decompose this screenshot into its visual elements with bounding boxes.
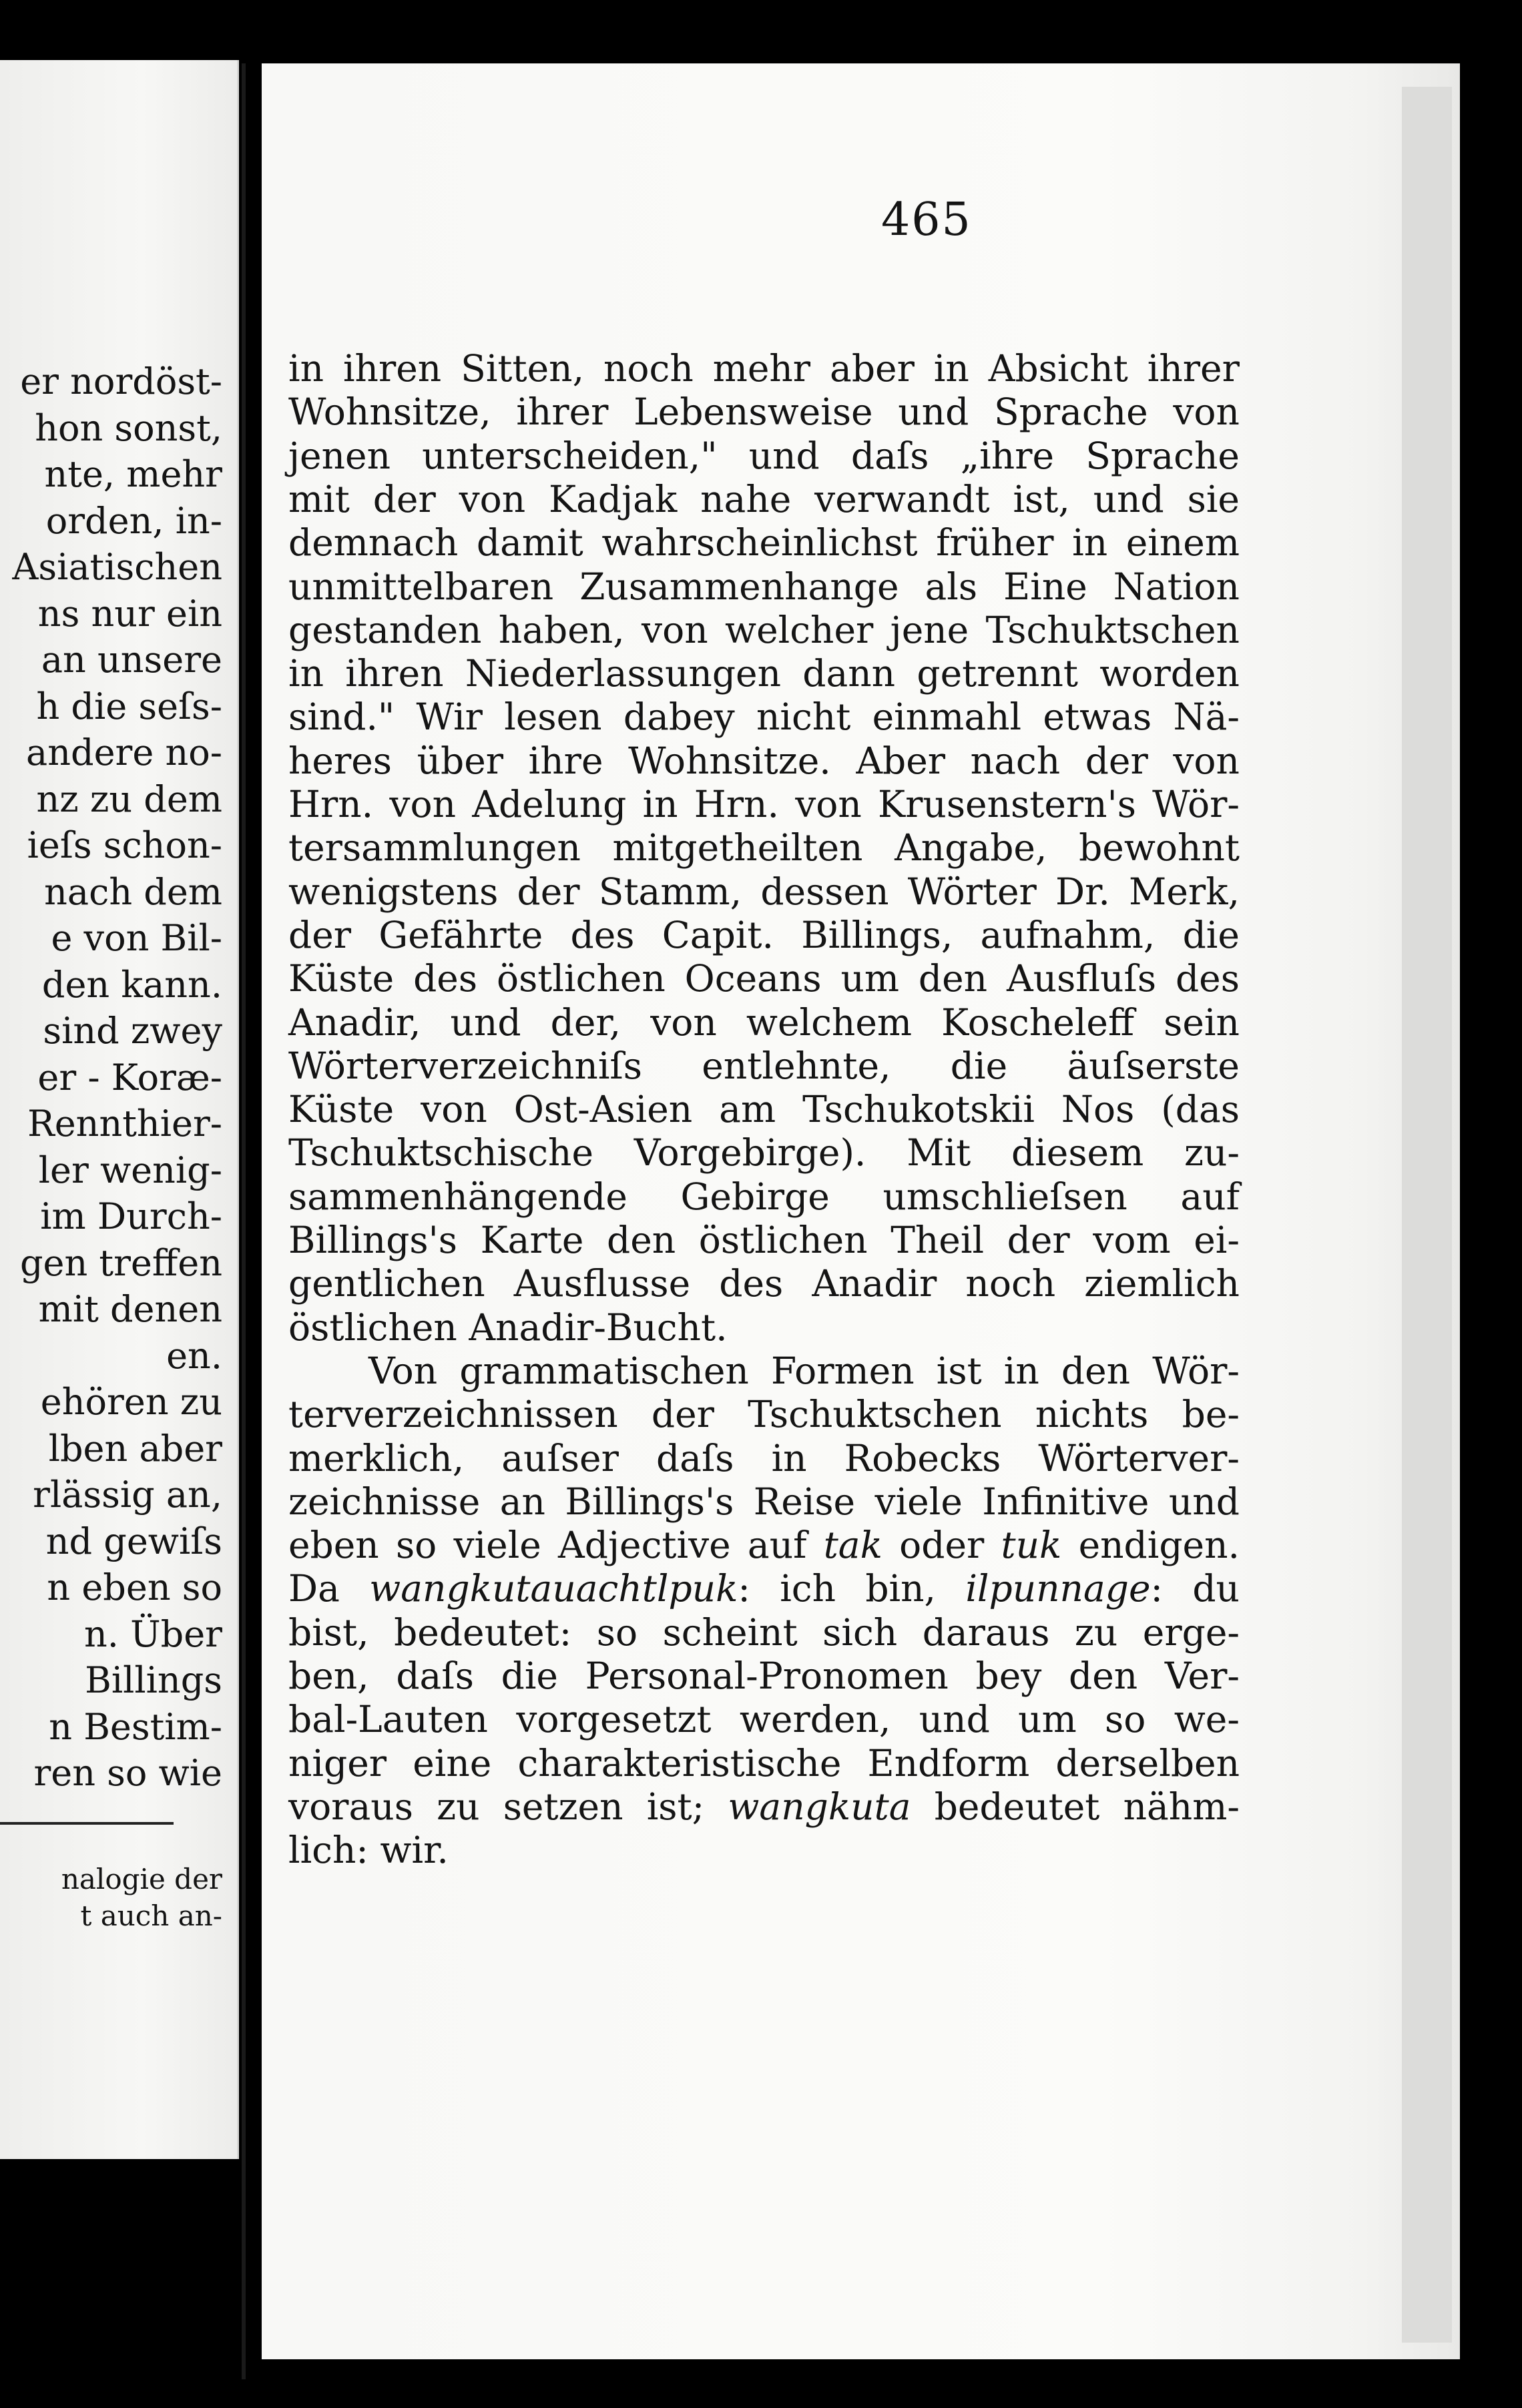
- word: oder: [899, 1524, 985, 1567]
- text-line: [288, 826, 1240, 870]
- word: daſs: [656, 1436, 734, 1480]
- word: Stamm,: [598, 870, 742, 913]
- word: der: [288, 913, 352, 956]
- left-text-line: im Durch-: [40, 1195, 222, 1237]
- word: heres: [288, 739, 393, 782]
- word: Wör-: [1152, 783, 1240, 826]
- text-line: [288, 695, 1240, 739]
- word: Zusammenhange: [579, 565, 899, 608]
- word: ei-: [1194, 1219, 1240, 1261]
- text-line: [288, 1219, 1240, 1261]
- word: Reise: [753, 1480, 856, 1523]
- word: zu: [437, 1785, 480, 1828]
- word: daſs: [850, 434, 929, 477]
- word: Küste: [288, 957, 395, 1000]
- word: Da: [288, 1567, 340, 1610]
- word: des: [570, 913, 635, 956]
- word: Sprache: [1085, 434, 1240, 477]
- word: tersammlungen: [288, 826, 581, 870]
- word: Mit: [907, 1131, 971, 1175]
- word: mit: [288, 477, 350, 521]
- text-line: [288, 652, 1240, 695]
- text-line: [288, 1131, 1240, 1175]
- word: um: [1018, 1698, 1077, 1741]
- word: nichts: [1035, 1393, 1149, 1436]
- word: noch: [603, 347, 694, 390]
- left-text-line: sind zwey: [43, 1010, 222, 1052]
- word: Angabe,: [895, 826, 1047, 870]
- word: des: [1175, 957, 1240, 1000]
- word: worden: [1099, 652, 1240, 695]
- word: setzen: [503, 1785, 623, 1828]
- word: nicht: [756, 695, 851, 739]
- word: sein: [1164, 1000, 1240, 1044]
- right-page: [262, 63, 1460, 2359]
- word: Kadjak: [549, 477, 678, 521]
- word: die: [501, 1654, 558, 1697]
- text-line: [288, 1088, 1240, 1131]
- word: Nä-: [1173, 695, 1240, 739]
- text-line: [288, 1785, 1240, 1828]
- word: sich: [822, 1610, 898, 1654]
- word: Niederlassungen: [465, 652, 781, 695]
- word: wir.: [380, 1829, 449, 1872]
- left-text-line: e von Bil-: [51, 917, 222, 959]
- left-text-line: nte, mehr: [44, 453, 222, 495]
- word: östlichen: [288, 1305, 457, 1349]
- word: früher: [936, 521, 1054, 565]
- word: äuſserste: [1067, 1044, 1240, 1087]
- footnote-rule: [0, 1822, 174, 1825]
- word: Capit.: [662, 913, 774, 956]
- page-edge: [1402, 87, 1452, 2343]
- word: Endform: [867, 1741, 1030, 1785]
- word: erge-: [1142, 1610, 1240, 1654]
- word: als: [925, 565, 978, 608]
- word: an: [499, 1480, 545, 1523]
- word: ben,: [288, 1654, 369, 1697]
- word: Tschuktschen: [748, 1393, 1002, 1436]
- word: dessen: [760, 870, 889, 913]
- word: nahe: [700, 477, 792, 521]
- word: und: [450, 1000, 521, 1044]
- word: lesen: [504, 695, 602, 739]
- text-line: [288, 565, 1240, 608]
- word: von: [642, 608, 708, 651]
- word: viele: [453, 1524, 541, 1567]
- word: Wohnsitze.: [628, 739, 831, 782]
- left-text-line: er nordöst-: [20, 360, 222, 402]
- word: Eine: [1003, 565, 1087, 608]
- word: endigen.: [1078, 1524, 1240, 1567]
- left-text-line: en.: [166, 1334, 222, 1377]
- word: jene: [890, 608, 969, 651]
- word: Lebensweise: [633, 390, 873, 434]
- text-line: [288, 608, 1240, 651]
- text-line: [368, 1349, 1240, 1392]
- text-line: [288, 1436, 1240, 1480]
- word: einem: [1125, 521, 1240, 565]
- text-line: [288, 739, 1240, 782]
- text-line: [288, 1262, 1240, 1305]
- word: bewohnt: [1079, 826, 1240, 870]
- word: und: [1093, 477, 1164, 521]
- word: zu: [1074, 1610, 1118, 1654]
- word: die: [1182, 913, 1240, 956]
- left-text-line: n Bestim-: [49, 1705, 222, 1748]
- text-line: [288, 913, 1240, 956]
- word: Hrn.: [694, 783, 779, 826]
- word: jenen: [288, 434, 391, 477]
- word: tuk: [1001, 1524, 1062, 1567]
- text-line: [288, 1305, 1240, 1349]
- left-text-line: n eben so: [47, 1566, 222, 1608]
- word: wahrscheinlichst: [601, 521, 918, 565]
- word: Wörterver-: [1038, 1436, 1240, 1480]
- word: vom: [1093, 1219, 1171, 1261]
- text-line: [288, 347, 1240, 390]
- word: dann: [802, 652, 896, 695]
- word: haben,: [498, 608, 625, 651]
- word: charakteristische: [517, 1741, 842, 1785]
- text-line: [288, 783, 1240, 826]
- text-line: [288, 870, 1240, 913]
- word: bist,: [288, 1610, 369, 1654]
- word: nähm-: [1123, 1785, 1240, 1828]
- left-text-line: nach dem: [44, 870, 222, 913]
- left-text-line: er - Koræ-: [37, 1056, 222, 1099]
- word: den: [1069, 1654, 1138, 1697]
- word: von: [389, 783, 456, 826]
- word: ist: [936, 1349, 982, 1392]
- word: „ihre: [960, 434, 1055, 477]
- word: östlichen: [698, 1219, 868, 1261]
- word: in: [288, 652, 324, 695]
- word: der: [372, 477, 436, 521]
- word: sie: [1187, 477, 1240, 521]
- text-line: [288, 1175, 1240, 1218]
- word: der: [651, 1393, 714, 1436]
- word: Nation: [1113, 565, 1240, 608]
- word: Robecks: [844, 1436, 1001, 1480]
- word: noch: [965, 1262, 1056, 1305]
- word: in: [288, 347, 324, 390]
- word: ihren: [342, 347, 442, 390]
- word: Karte: [480, 1219, 584, 1261]
- word: ziemlich: [1084, 1262, 1240, 1305]
- word: Ausflusse: [513, 1262, 691, 1305]
- text-line: [288, 1829, 1240, 1872]
- left-text-line: ieſs schon-: [27, 824, 222, 866]
- word: niger: [288, 1741, 387, 1785]
- word: Adelung: [472, 783, 627, 826]
- word: mehr: [712, 347, 811, 390]
- word: Billings's: [565, 1480, 734, 1523]
- text-line: [288, 521, 1240, 565]
- word: Absicht: [988, 347, 1128, 390]
- word: Billings,: [801, 913, 953, 956]
- word: Anadir-Bucht.: [469, 1305, 728, 1349]
- word: Adjective: [558, 1524, 731, 1567]
- word: ist,: [1013, 477, 1070, 521]
- word: gentlichen: [288, 1262, 485, 1305]
- word: auſser: [501, 1436, 619, 1480]
- word: der: [517, 870, 580, 913]
- left-text-line: Asiatischen: [12, 546, 222, 588]
- word: von: [1173, 739, 1240, 782]
- word: Merk,: [1129, 870, 1240, 913]
- left-text-line: an unsere: [41, 639, 222, 681]
- word: mitgetheilten: [612, 826, 863, 870]
- word: bey: [975, 1654, 1042, 1697]
- word: so: [1105, 1698, 1146, 1741]
- word: Dr.: [1055, 870, 1110, 913]
- text-line: [288, 390, 1240, 434]
- word: bal-Lauten: [288, 1698, 488, 1741]
- word: Oceans: [684, 957, 822, 1000]
- word: Sprache: [993, 390, 1148, 434]
- left-page: [0, 60, 239, 2159]
- word: Theil: [891, 1219, 985, 1261]
- text-line: [288, 1654, 1240, 1697]
- word: ihren: [345, 652, 444, 695]
- left-text-line: nz zu dem: [36, 778, 222, 820]
- text-line: [288, 1044, 1240, 1087]
- word: Wörterverzeichniſs: [288, 1044, 642, 1087]
- word: in: [1072, 521, 1108, 565]
- word: ilpunnage:: [965, 1567, 1164, 1610]
- left-text-line: ler wenig-: [38, 1149, 222, 1191]
- word: nach: [970, 739, 1061, 782]
- word: wangkutauachtlpuk:: [369, 1567, 750, 1610]
- word: bedeutet: [934, 1785, 1100, 1828]
- word: Ausfluſs: [1007, 957, 1157, 1000]
- word: welcher: [725, 608, 874, 651]
- word: Wir: [416, 695, 483, 739]
- word: ist;: [646, 1785, 705, 1828]
- word: zu-: [1184, 1131, 1240, 1175]
- word: von: [795, 783, 862, 826]
- word: den: [918, 957, 988, 1000]
- left-text-line: rlässig an,: [33, 1474, 222, 1516]
- word: einmahl: [872, 695, 1022, 739]
- word: Billings's: [288, 1219, 457, 1261]
- left-text-line: Rennthier-: [27, 1103, 222, 1145]
- word: Krusenstern's: [878, 783, 1136, 826]
- word: derselben: [1055, 1741, 1240, 1785]
- word: viele: [874, 1480, 963, 1523]
- word: von: [421, 1088, 487, 1131]
- word: scheint: [662, 1610, 798, 1654]
- word: unmittelbaren: [288, 565, 554, 608]
- word: eben: [288, 1524, 379, 1567]
- word: daſs: [396, 1654, 474, 1697]
- word: auf: [1180, 1175, 1240, 1218]
- text-line: [288, 957, 1240, 1000]
- word: wenigstens: [288, 870, 499, 913]
- left-text-line: n. Über: [84, 1612, 222, 1655]
- left-text-line: ehören zu: [40, 1381, 222, 1423]
- word: in: [1003, 1349, 1039, 1392]
- word: gestanden: [288, 608, 482, 651]
- word: von: [650, 1000, 717, 1044]
- word: über: [417, 739, 504, 782]
- word: Ver-: [1164, 1654, 1240, 1697]
- word: des: [719, 1262, 784, 1305]
- text-line: [288, 1524, 1240, 1567]
- word: vorgesetzt: [516, 1698, 712, 1741]
- word: Tschuktschen: [985, 608, 1240, 651]
- word: so: [395, 1524, 437, 1567]
- word: um: [840, 957, 900, 1000]
- word: Anadir: [812, 1262, 937, 1305]
- word: des: [413, 957, 478, 1000]
- word: Gebirge: [680, 1175, 830, 1218]
- word: Wörter: [907, 870, 1037, 913]
- word: du: [1192, 1567, 1240, 1610]
- left-text-line: hon sonst,: [35, 406, 222, 449]
- left-text-line: lben aber: [48, 1427, 222, 1470]
- left-footnote-line: nalogie der: [61, 1863, 222, 1895]
- left-text-line: mit denen: [38, 1288, 222, 1330]
- word: in: [642, 783, 678, 826]
- word: unterscheiden,": [422, 434, 718, 477]
- word: der: [1007, 1219, 1070, 1261]
- word: und: [748, 434, 820, 477]
- word: ihrer: [1147, 347, 1240, 390]
- left-text-line: den kann.: [41, 963, 222, 1006]
- word: Küste: [288, 1088, 395, 1131]
- left-text-line: andere no-: [26, 731, 222, 774]
- word: welchem: [746, 1000, 913, 1044]
- text-line: [288, 1000, 1240, 1044]
- word: voraus: [288, 1785, 413, 1828]
- word: Personal-Pronomen: [585, 1654, 949, 1697]
- word: und: [919, 1698, 990, 1741]
- word: von: [1173, 390, 1240, 434]
- word: Von: [368, 1349, 438, 1392]
- word: daraus: [922, 1610, 1050, 1654]
- word: aufnahm,: [980, 913, 1156, 956]
- left-text-line: gen treffen: [19, 1241, 222, 1284]
- word: in: [933, 347, 969, 390]
- word: der: [1085, 739, 1148, 782]
- word: etwas: [1043, 695, 1152, 739]
- word: Aber: [856, 739, 946, 782]
- word: lich:: [288, 1829, 368, 1872]
- word: entlehnte,: [702, 1044, 891, 1087]
- word: merklich,: [288, 1436, 465, 1480]
- word: ich: [780, 1567, 836, 1610]
- word: Nos: [1061, 1088, 1135, 1131]
- word: werden,: [739, 1698, 891, 1741]
- word: Formen: [770, 1349, 915, 1392]
- word: bedeutet:: [394, 1610, 572, 1654]
- word: zeichnisse: [288, 1480, 481, 1523]
- word: verwandt: [814, 477, 990, 521]
- word: Sitten,: [461, 347, 585, 390]
- word: bin,: [865, 1567, 937, 1610]
- word: so: [596, 1610, 638, 1654]
- left-text-line: ren so wie: [33, 1752, 222, 1794]
- text-line: [288, 1480, 1240, 1523]
- word: Gefährte: [378, 913, 543, 956]
- word: am: [719, 1088, 776, 1131]
- word: diesem: [1011, 1131, 1144, 1175]
- word: der,: [550, 1000, 621, 1044]
- word: getrennt: [917, 652, 1079, 695]
- word: den: [607, 1219, 676, 1261]
- word: ihre: [528, 739, 603, 782]
- text-line: [288, 1393, 1240, 1436]
- word: Tschuktschische: [288, 1131, 594, 1175]
- word: in: [771, 1436, 807, 1480]
- word: aber: [830, 347, 915, 390]
- word: Anadir,: [288, 1000, 421, 1044]
- page-gutter: [242, 63, 246, 2379]
- word: östlichen: [496, 957, 666, 1000]
- word: wangkuta: [728, 1785, 911, 1828]
- left-text-line: orden, in-: [45, 499, 222, 542]
- word: eine: [413, 1741, 492, 1785]
- left-text-line: ns nur ein: [37, 592, 222, 635]
- text-line: [288, 434, 1240, 477]
- word: Infinitive: [982, 1480, 1150, 1523]
- word: demnach: [288, 521, 459, 565]
- word: sammenhängende: [288, 1175, 627, 1218]
- text-line: [288, 1610, 1240, 1654]
- text-line: [288, 477, 1240, 521]
- word: die: [950, 1044, 1008, 1087]
- text-line: [288, 1698, 1240, 1741]
- word: dabey: [623, 695, 735, 739]
- left-text-line: nd gewiſs: [45, 1520, 222, 1562]
- text-line: [288, 1741, 1240, 1785]
- word: den: [1061, 1349, 1131, 1392]
- word: tak: [823, 1524, 882, 1567]
- word: sind.": [288, 695, 395, 739]
- word: terverzeichnissen: [288, 1393, 618, 1436]
- word: grammatischen: [459, 1349, 749, 1392]
- word: ihrer: [516, 390, 609, 434]
- word: von: [459, 477, 526, 521]
- word: we-: [1174, 1698, 1240, 1741]
- word: auf: [747, 1524, 807, 1567]
- word: be-: [1182, 1393, 1240, 1436]
- left-footnote-line: t auch an-: [80, 1899, 222, 1932]
- word: damit: [476, 521, 583, 565]
- left-text-line: h die seſs-: [36, 685, 222, 727]
- word: Tschukotskii: [802, 1088, 1035, 1131]
- word: Koscheleff: [941, 1000, 1135, 1044]
- word: und: [898, 390, 969, 434]
- word: umschlieſsen: [882, 1175, 1127, 1218]
- word: Ost-Asien: [513, 1088, 693, 1131]
- left-text-line: Billings: [85, 1659, 222, 1701]
- text-line: [288, 1567, 1240, 1610]
- page-number: 465: [881, 194, 972, 246]
- word: und: [1168, 1480, 1240, 1523]
- word: Wör-: [1152, 1349, 1240, 1392]
- word: (das: [1161, 1088, 1240, 1131]
- word: Vorgebirge).: [633, 1131, 866, 1175]
- word: Hrn.: [288, 783, 374, 826]
- word: Wohnsitze,: [288, 390, 491, 434]
